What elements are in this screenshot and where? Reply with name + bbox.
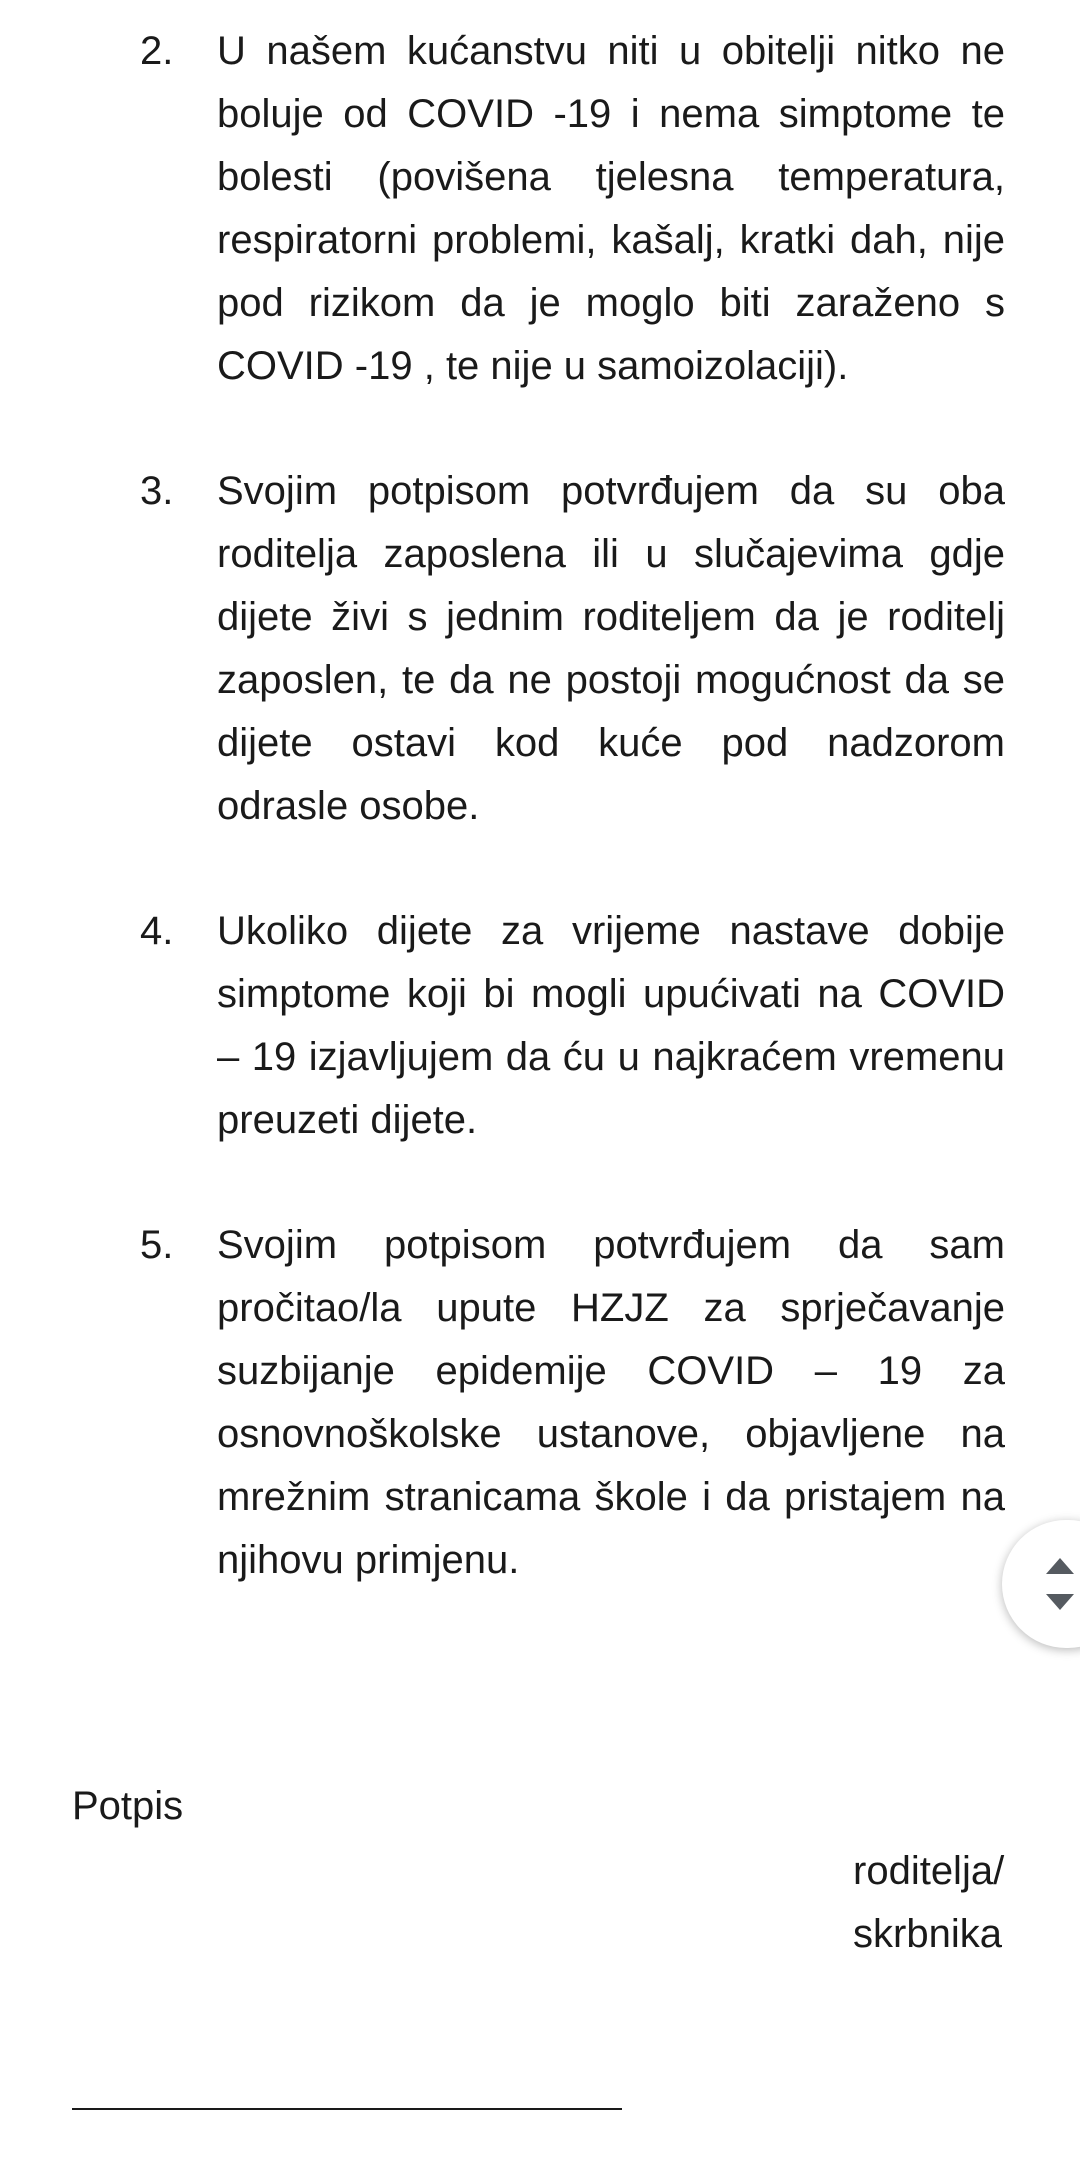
arrow-up-icon[interactable] [1046, 1558, 1074, 1574]
signature-line [72, 2108, 622, 2110]
list-item-number: 4. [140, 909, 174, 953]
list-item-number: 5. [140, 1223, 174, 1267]
list-item-text: Ukoliko dijete za vrijeme nastave dobije simptome koji bi mogli upućivati na COVID – 19 izjavljujem da ću u najkraćem vremenu preuzeti dijete. [217, 909, 1005, 1142]
signature-role: roditelja/skrbnika [853, 1849, 1005, 1956]
list-item-text: Svojim potpisom potvrđujem da sam pročitao/la upute HZJZ za sprječavanje suzbijanje epidemije COVID – 19 za osnovnoškolske ustanove, objavljene na mrežnim stranicama škole i da pristajem na njihovu primjenu. [217, 1223, 1005, 1582]
list-item-text: U našem kućanstvu niti u obitelji nitko ne boluje od COVID -19 i nema simptome te bolesti (povišena tjelesna temperatura, respiratorni problemi, kašalj, kratki dah, nije pod rizikom da je moglo biti zaraženo s COVID -19 , te nije u samoizolaciji). [217, 29, 1005, 388]
page-scroll-widget[interactable] [1002, 1520, 1080, 1648]
list-item-text: Svojim potpisom potvrđujem da su oba roditelja zaposlena ili u slučajevima gdje dijete živi s jednim roditeljem da je roditelj zaposlen, te da ne postoji mogućnost da se dijete ostavi kod kuće pod nadzorom odrasle osobe. [217, 469, 1005, 828]
list-item [140, 20, 1005, 398]
list-item [140, 900, 1005, 1152]
declaration-list [140, 20, 1005, 1654]
list-item-number: 2. [140, 29, 174, 73]
list-item [140, 1214, 1005, 1592]
scroll-arrows [1042, 1556, 1078, 1612]
list-item-number: 3. [140, 469, 174, 513]
arrow-down-icon[interactable] [1046, 1594, 1074, 1610]
signature-label: Potpis [72, 1784, 184, 1828]
list-item [140, 460, 1005, 838]
